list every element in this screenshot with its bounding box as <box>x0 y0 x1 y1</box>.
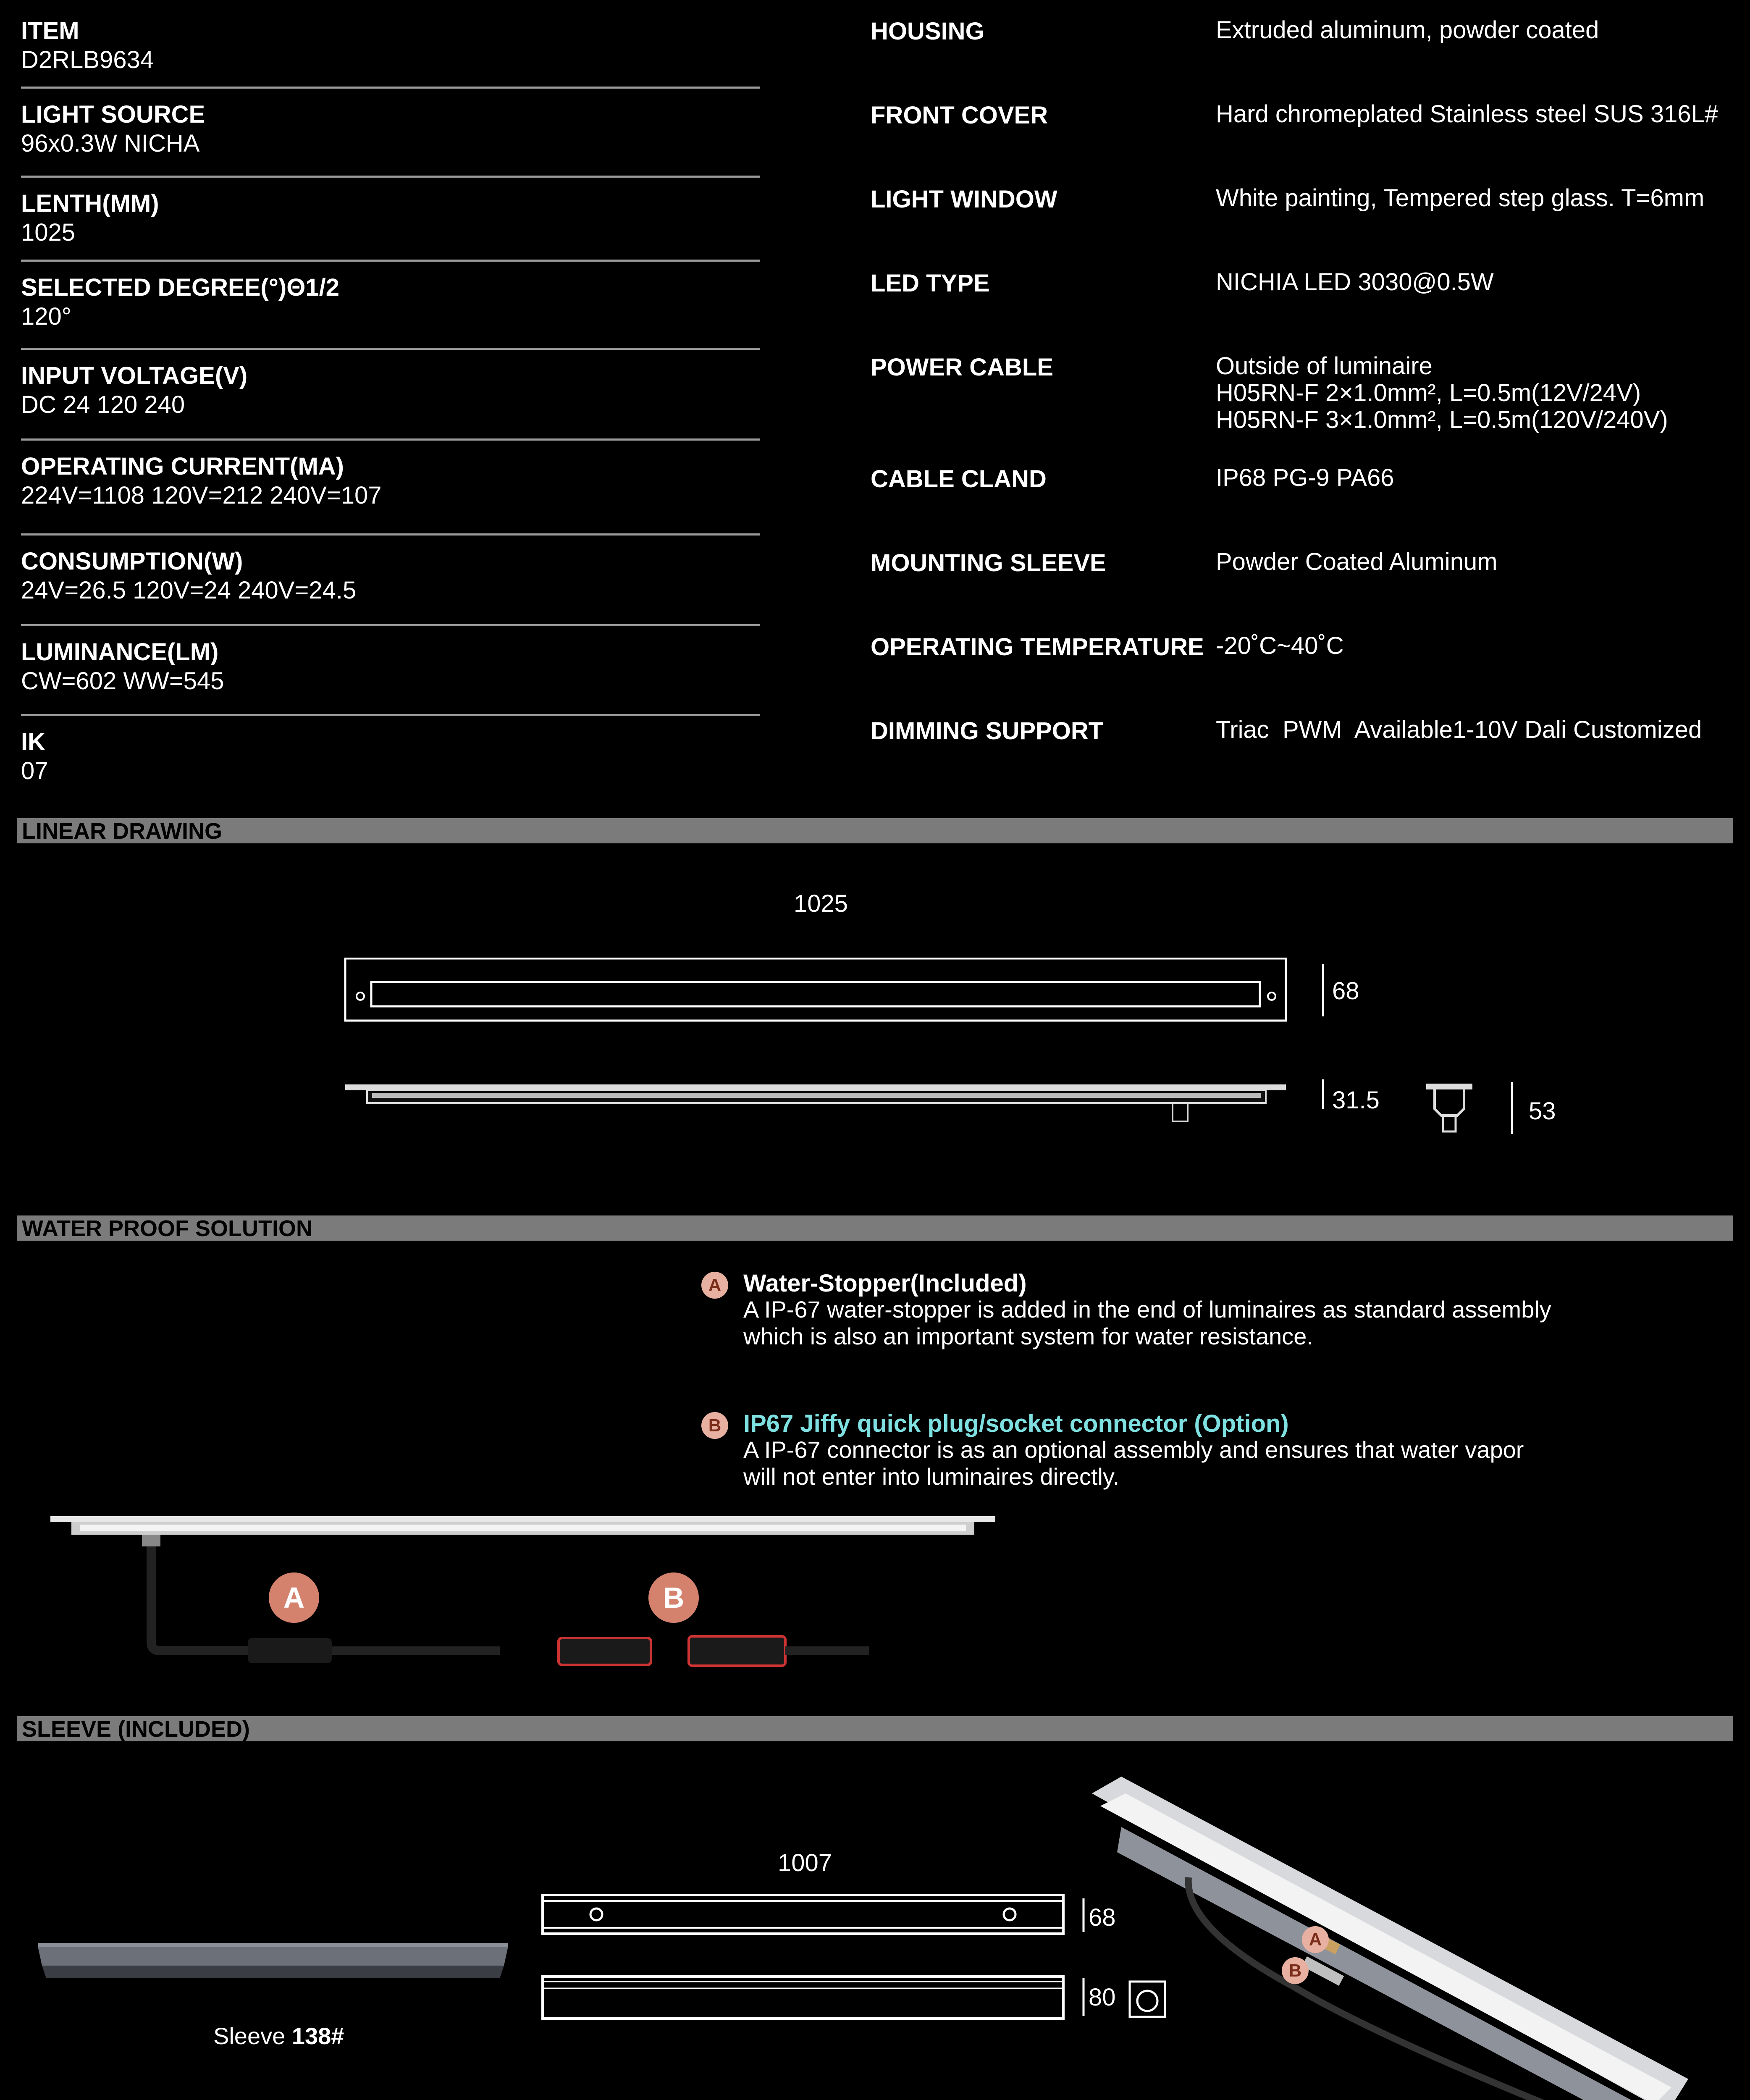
spec-value: 07 <box>21 757 48 785</box>
linear-drawing-svg <box>336 958 1428 1134</box>
badge-b: B <box>701 1412 728 1439</box>
spec-key: LED TYPE <box>871 270 990 297</box>
spec-value: DC 24 120 240 <box>21 391 185 418</box>
sleeve-caption-text: Sleeve <box>213 2023 292 2049</box>
section-title: WATER PROOF SOLUTION <box>22 1216 312 1241</box>
water-stopper-text: A IP-67 water-stopper is added in the end of luminaires as standard assembly which is also an important system for water resistance. <box>743 1296 1551 1349</box>
spec-item <box>21 89 760 178</box>
sleeve-illustration <box>34 1936 521 1987</box>
spec-key: CONSUMPTION(W) <box>21 548 243 575</box>
spec-value: Outside of luminaire H05RN-F 2×1.0mm², L=0.5m(12V/24V) H05RN-F 3×1.0mm², L=0.5m(120V/240V) <box>1216 352 1668 433</box>
spec-value: Powder Coated Aluminum <box>1216 548 1498 575</box>
spec-key: POWER CABLE <box>871 354 1053 381</box>
sleeve-code: 138# <box>291 2023 344 2049</box>
spec-key: DIMMING SUPPORT <box>871 717 1104 745</box>
section-title: LINEAR DRAWING <box>22 819 222 844</box>
spec-value: Triac PWM Available1-10V Dali Customized <box>1216 716 1702 743</box>
spec-value: CW=602 WW=545 <box>21 667 224 695</box>
waterproof-illustration <box>42 1516 1008 1684</box>
spec-value: 224V=1108 120V=212 240V=107 <box>21 482 382 509</box>
spec-key: ITEM <box>21 17 79 45</box>
spec-item <box>21 17 760 89</box>
water-stopper-title: Water-Stopper(Included) <box>743 1270 1027 1297</box>
sleeve-iso-illustration <box>1084 1777 1705 2100</box>
section-bar-sleeve <box>17 1716 1733 1741</box>
spec-value: 24V=26.5 120V=24 240V=24.5 <box>21 577 357 604</box>
sleeve-dim-length: 1007 <box>778 1849 832 1877</box>
section-bar-linear-drawing <box>17 818 1733 843</box>
spec-value: 96x0.3W NICHA <box>21 130 200 157</box>
connector-text: A IP-67 connector is as an optional assembly and ensures that water vapor will not enter into luminaires directly. <box>743 1436 1524 1490</box>
spec-key: HOUSING <box>871 18 984 45</box>
dim-height-side: 31.5 <box>1332 1087 1380 1114</box>
spec-value: IP68 PG-9 PA66 <box>1216 464 1394 491</box>
spec-value: 1025 <box>21 219 76 246</box>
badge-a: A <box>701 1272 728 1299</box>
spec-key: INPUT VOLTAGE(V) <box>21 362 248 389</box>
side-view-drawing <box>345 1079 1323 1121</box>
sleeve-badge-b: B <box>1282 1957 1309 1984</box>
spec-key: LENTH(MM) <box>21 190 159 217</box>
top-view-drawing <box>345 958 1323 1021</box>
sleeve-badge-a: A <box>1302 1926 1329 1953</box>
spec-key: MOUNTING SLEEVE <box>871 549 1106 577</box>
spec-key: IK <box>21 728 45 756</box>
spec-value: D2RLB9634 <box>21 46 154 74</box>
section-bar-water-proof <box>17 1215 1733 1241</box>
spec-key: LUMINANCE(LM) <box>21 638 219 666</box>
spec-value: Hard chromeplated Stainless steel SUS 316L# <box>1216 100 1719 128</box>
sleeve-caption <box>213 2022 344 2050</box>
dim-height-end: 53 <box>1529 1097 1556 1125</box>
spec-key: OPERATING CURRENT(MA) <box>21 453 344 480</box>
callout-a: A <box>269 1572 319 1623</box>
end-profile-svg <box>1419 1079 1529 1142</box>
sleeve-dim-h2: 80 <box>1089 1984 1116 2011</box>
spec-value: White painting, Tempered step glass. T=6mm <box>1216 184 1705 212</box>
spec-key: SELECTED DEGREE(°)Θ1/2 <box>21 274 339 301</box>
spec-key: CABLE CLAND <box>871 465 1047 493</box>
spec-item <box>21 716 760 796</box>
spec-value: NICHIA LED 3030@0.5W <box>1216 268 1494 296</box>
spec-table-left <box>21 17 760 796</box>
spec-item <box>21 536 760 626</box>
dim-height-top: 68 <box>1332 977 1359 1005</box>
spec-item <box>21 178 760 262</box>
spec-value: 120° <box>21 303 71 330</box>
section-title: SLEEVE (INCLUDED) <box>22 1717 250 1742</box>
spec-key: OPERATING TEMPERATURE <box>871 633 1204 661</box>
connector-title: IP67 Jiffy quick plug/socket connector (Option) <box>743 1410 1289 1437</box>
dim-length: 1025 <box>794 890 848 917</box>
spec-item <box>21 262 760 350</box>
spec-value: -20˚C~40˚C <box>1216 632 1344 659</box>
spec-item <box>21 350 760 441</box>
spec-value: Extruded aluminum, powder coated <box>1216 16 1599 44</box>
sleeve-dim-h1: 68 <box>1089 1904 1116 1931</box>
spec-item <box>21 441 760 536</box>
spec-key: LIGHT WINDOW <box>871 186 1057 213</box>
spec-key: LIGHT SOURCE <box>21 101 205 128</box>
spec-key: FRONT COVER <box>871 102 1048 129</box>
callout-b: B <box>648 1572 699 1623</box>
spec-item <box>21 626 760 716</box>
